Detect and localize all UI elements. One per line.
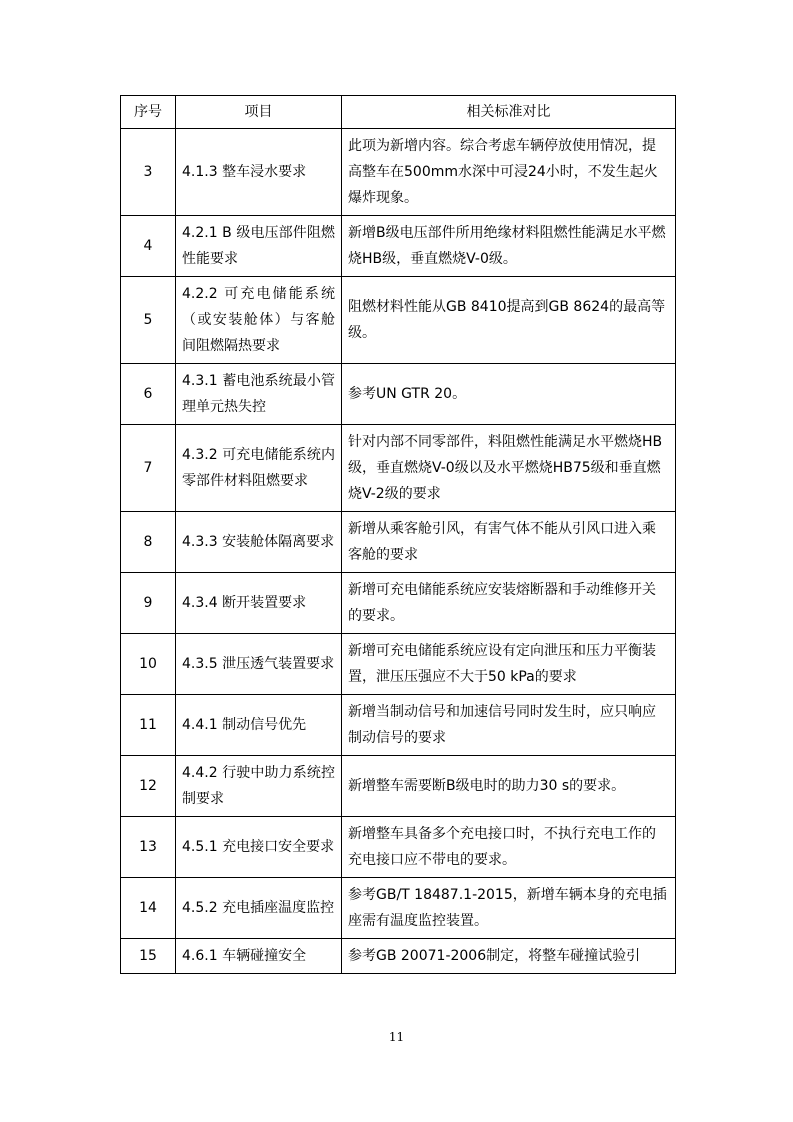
table-row [121,129,676,216]
row-comparison: 此项为新增内容。综合考虑车辆停放使用情况，提高整车在500mm水深中可浸24小时，不发生起火爆炸现象。 [342,129,676,216]
row-comparison: 新增从乘客舱引风，有害气体不能从引风口进入乘客舱的要求 [342,512,676,573]
table-row [121,512,676,573]
table-row [121,756,676,817]
header-no: 序号 [121,96,176,129]
row-item: 4.2.1 B 级电压部件阻燃性能要求 [176,216,342,277]
table-row [121,277,676,364]
table-row [121,634,676,695]
row-no: 12 [121,756,176,817]
table-row [121,878,676,939]
row-comparison: 参考GB/T 18487.1-2015，新增车辆本身的充电插座需有温度监控装置。 [342,878,676,939]
row-item: 4.3.4 断开装置要求 [176,573,342,634]
table-row [121,939,676,974]
row-item: 4.4.2 行驶中助力系统控制要求 [176,756,342,817]
table-row [121,695,676,756]
row-comparison: 新增B级电压部件所用绝缘材料阻燃性能满足水平燃烧HB级，垂直燃烧V-0级。 [342,216,676,277]
row-comparison: 新增整车需要断B级电时的助力30 s的要求。 [342,756,676,817]
row-comparison: 新增可充电储能系统应安装熔断器和手动维修开关的要求。 [342,573,676,634]
row-item: 4.6.1 车辆碰撞安全 [176,939,342,974]
row-item: 4.4.1 制动信号优先 [176,695,342,756]
row-comparison: 新增可充电储能系统应设有定向泄压和压力平衡装置，泄压压强应不大于50 kPa的要求 [342,634,676,695]
table-header-row [121,96,676,129]
row-item: 4.1.3 整车浸水要求 [176,129,342,216]
table-row [121,364,676,425]
row-no: 9 [121,573,176,634]
row-item: 4.3.1 蓄电池系统最小管理单元热失控 [176,364,342,425]
table-row [121,216,676,277]
standards-comparison-table [120,95,676,974]
row-no: 13 [121,817,176,878]
header-comparison: 相关标准对比 [342,96,676,129]
row-no: 5 [121,277,176,364]
row-no: 14 [121,878,176,939]
header-item: 项目 [176,96,342,129]
row-comparison: 参考UN GTR 20。 [342,364,676,425]
table-row [121,425,676,512]
row-comparison: 新增当制动信号和加速信号同时发生时，应只响应制动信号的要求 [342,695,676,756]
row-comparison: 新增整车具备多个充电接口时，不执行充电工作的充电接口应不带电的要求。 [342,817,676,878]
table-row [121,817,676,878]
row-comparison: 针对内部不同零部件，料阻燃性能满足水平燃烧HB级，垂直燃烧V-0级以及水平燃烧HB75级和垂直燃烧V-2级的要求 [342,425,676,512]
row-item: 4.3.5 泄压透气装置要求 [176,634,342,695]
row-item: 4.3.2 可充电储能系统内零部件材料阻燃要求 [176,425,342,512]
row-no: 10 [121,634,176,695]
row-no: 3 [121,129,176,216]
row-item: 4.5.2 充电插座温度监控 [176,878,342,939]
page-number: 11 [388,1030,405,1044]
row-item: 4.2.2 可充电储能系统（或安装舱体）与客舱间阻燃隔热要求 [176,277,342,364]
row-comparison: 参考GB 20071-2006制定，将整车碰撞试验引 [342,939,676,974]
row-no: 7 [121,425,176,512]
row-no: 8 [121,512,176,573]
table-row [121,573,676,634]
row-comparison: 阻燃材料性能从GB 8410提高到GB 8624的最高等级。 [342,277,676,364]
row-no: 4 [121,216,176,277]
row-no: 6 [121,364,176,425]
row-no: 15 [121,939,176,974]
row-item: 4.5.1 充电接口安全要求 [176,817,342,878]
row-item: 4.3.3 安装舱体隔离要求 [176,512,342,573]
row-no: 11 [121,695,176,756]
